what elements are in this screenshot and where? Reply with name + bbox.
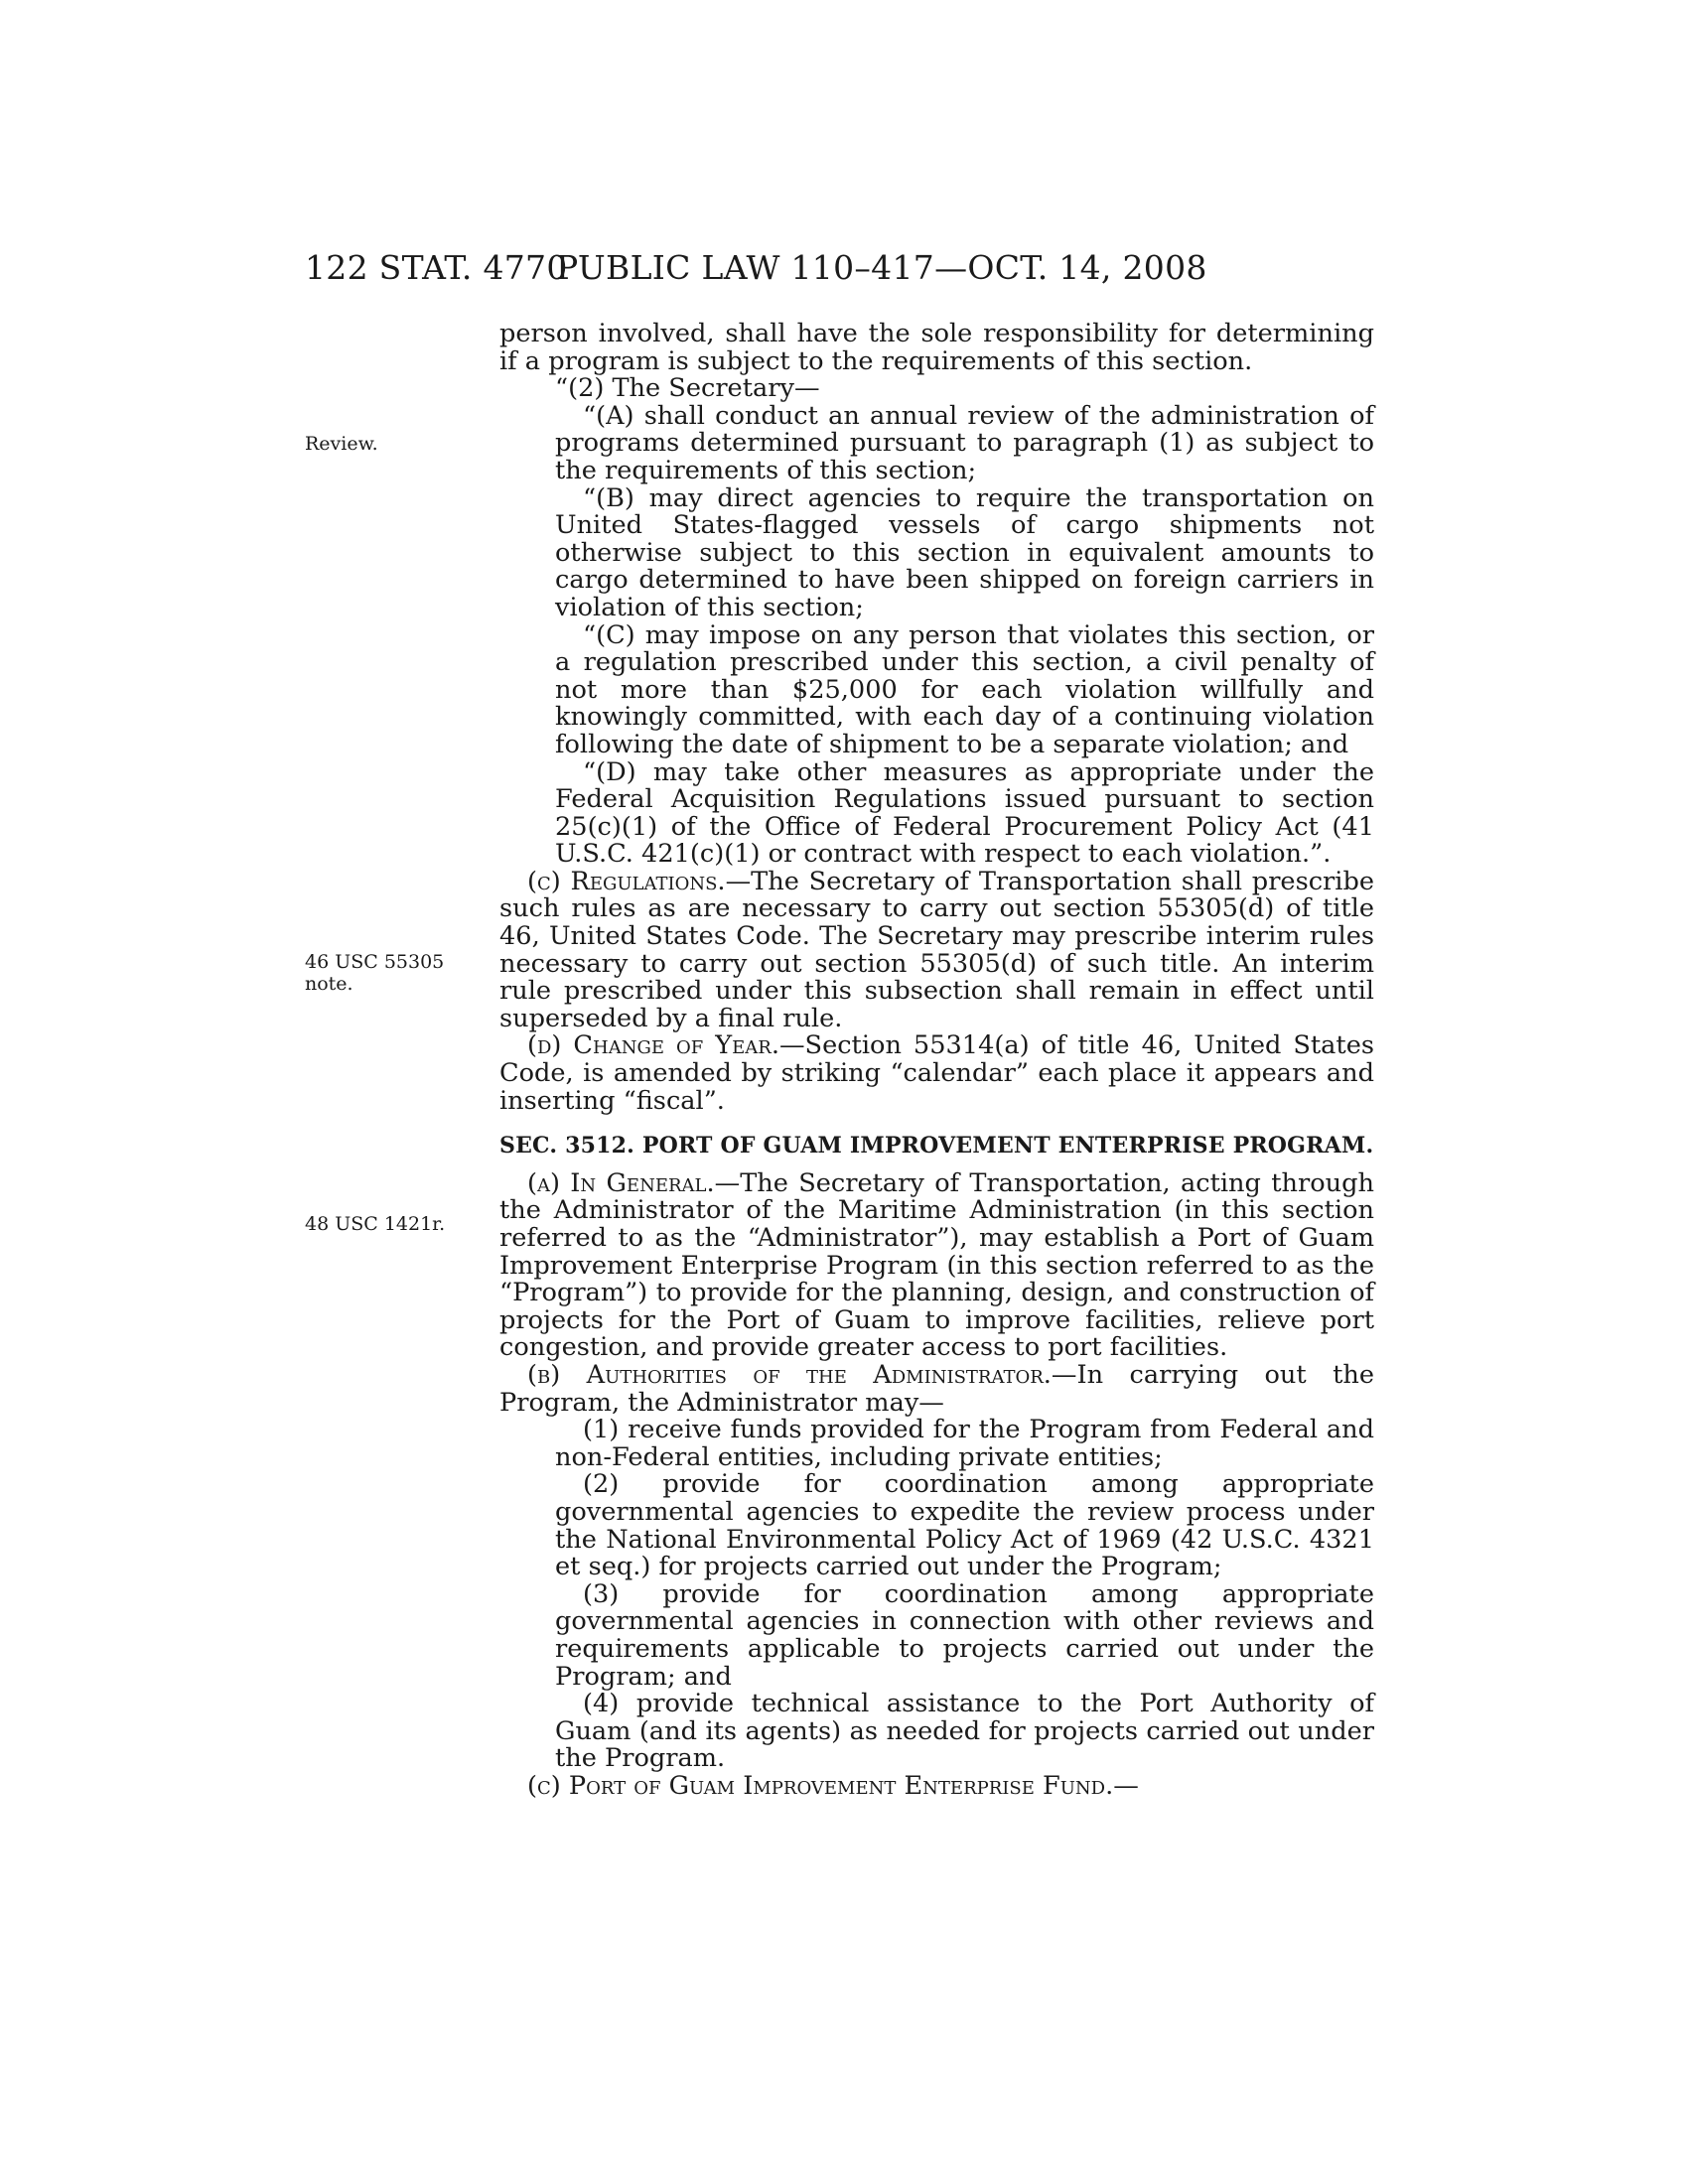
subsection-a-text: The Secretary of Transportation, acting through the Administrator of the Maritime Administration (in this section referred to as the “Administrator”), may establish a Port of Guam Improvement Enterprise Program (in this section referred to as the “Program”) to provide for the planning, design, and construction of projects for the Port of Guam to improve facilities, relieve port congestion, and provide greater access to port facilities. <box>499 1167 1374 1363</box>
paragraph-2A: “(A) shall conduct an annual review of the administration of programs determined pursuant to paragraph (1) as subject to the requirements of this section; <box>555 400 1374 485</box>
paragraph-b3: (3) provide for coordination among appropriate governmental agencies in connection with other reviews and requirements applicable to projects carried out under the Program; and <box>555 1578 1374 1692</box>
paragraph-b4: (4) provide technical assistance to the Port Authority of Guam (and its agents) as needed for projects carried out under the Program. <box>555 1689 1374 1774</box>
margin-note-usc-55305 <box>305 951 464 995</box>
paragraph-continuation: person involved, shall have the sole responsibility for determining if a program is subject to the requirements of this section. <box>499 319 1374 376</box>
margin-note-usc-55305-line1: 46 USC 55305 <box>305 951 445 973</box>
subsection-c-fund-heading: (c) Port of Guam Improvement Enterprise Fund.— <box>527 1770 1139 1801</box>
paragraph-2D: “(D) may take other measures as appropriate under the Federal Acquisition Regulations issued pursuant to section 25(c)(1) of the Office of Federal Procurement Policy Act (41 U.S.C. 421(c)(1) or contract with respect to each violation.”. <box>555 756 1374 870</box>
subsection-b-text: In carrying out the Program, the Administrator may— <box>499 1359 1374 1418</box>
subsection-a-heading: (a) In General.— <box>527 1167 741 1198</box>
paragraph-2C: “(C) may impose on any person that violates this section, or a regulation prescribed under this section, a civil penalty of not more than $25,000 for each violation willfully and knowingly committed, with each day of a continuing violation following the date of shipment to be a separate violation; and <box>555 619 1374 759</box>
margin-note-review: Review. <box>305 433 378 455</box>
subsection-d-change-of-year <box>499 1032 1374 1115</box>
subsection-d-heading: (d) Change of Year.— <box>527 1030 805 1061</box>
subsection-c-heading: (c) Regulations.— <box>527 866 752 896</box>
paragraph-2-secretary: “(2) The Secretary— <box>555 373 820 404</box>
stat-citation: 122 STAT. 4770 <box>305 248 568 287</box>
subsection-d-text: Section 55314(a) of title 46, United States Code, is amended by striking “calendar” each place it appears and inserting “fiscal”. <box>499 1030 1374 1116</box>
subsection-a-general <box>499 1167 1374 1363</box>
paragraph-2B: “(B) may direct agencies to require the transportation on United States-flagged vessels of cargo shipments not otherwise subject to this section in equivalent amounts to cargo determined to have been shipped on foreign carriers in violation of this section; <box>555 482 1374 622</box>
margin-note-usc-55305-line2: note. <box>305 973 353 995</box>
body-text <box>499 321 1374 1800</box>
section-heading: SEC. 3512. PORT OF GUAM IMPROVEMENT ENTERPRISE PROGRAM. <box>499 1133 1374 1160</box>
subsection-c-text: The Secretary of Transportation shall prescribe such rules as are necessary to carry out section 55305(d) of title 46, United States Code. The Secretary may prescribe interim rules necessary to carry out section 55305(d) of such title. An interim rule prescribed under this subsection shall remain in effect until superseded by a final rule. <box>499 866 1374 1033</box>
subsection-c-regulations <box>499 866 1374 1033</box>
subsection-b-heading: (b) Authorities of the Administrator.— <box>527 1359 1077 1390</box>
law-title: PUBLIC LAW 110–417—OCT. 14, 2008 <box>556 248 1207 287</box>
subsection-c-fund <box>499 1770 1374 1801</box>
paragraph-b2: (2) provide for coordination among appropriate governmental agencies to expedite the review process under the National Environmental Policy Act of 1969 (42 U.S.C. 4321 et seq.) for projects carried out under the Program; <box>555 1469 1374 1582</box>
margin-note-usc-1421r: 48 USC 1421r. <box>305 1213 446 1235</box>
subsection-b-authorities <box>499 1359 1374 1418</box>
paragraph-b1: (1) receive funds provided for the Program from Federal and non-Federal entities, including private entities; <box>555 1415 1374 1472</box>
